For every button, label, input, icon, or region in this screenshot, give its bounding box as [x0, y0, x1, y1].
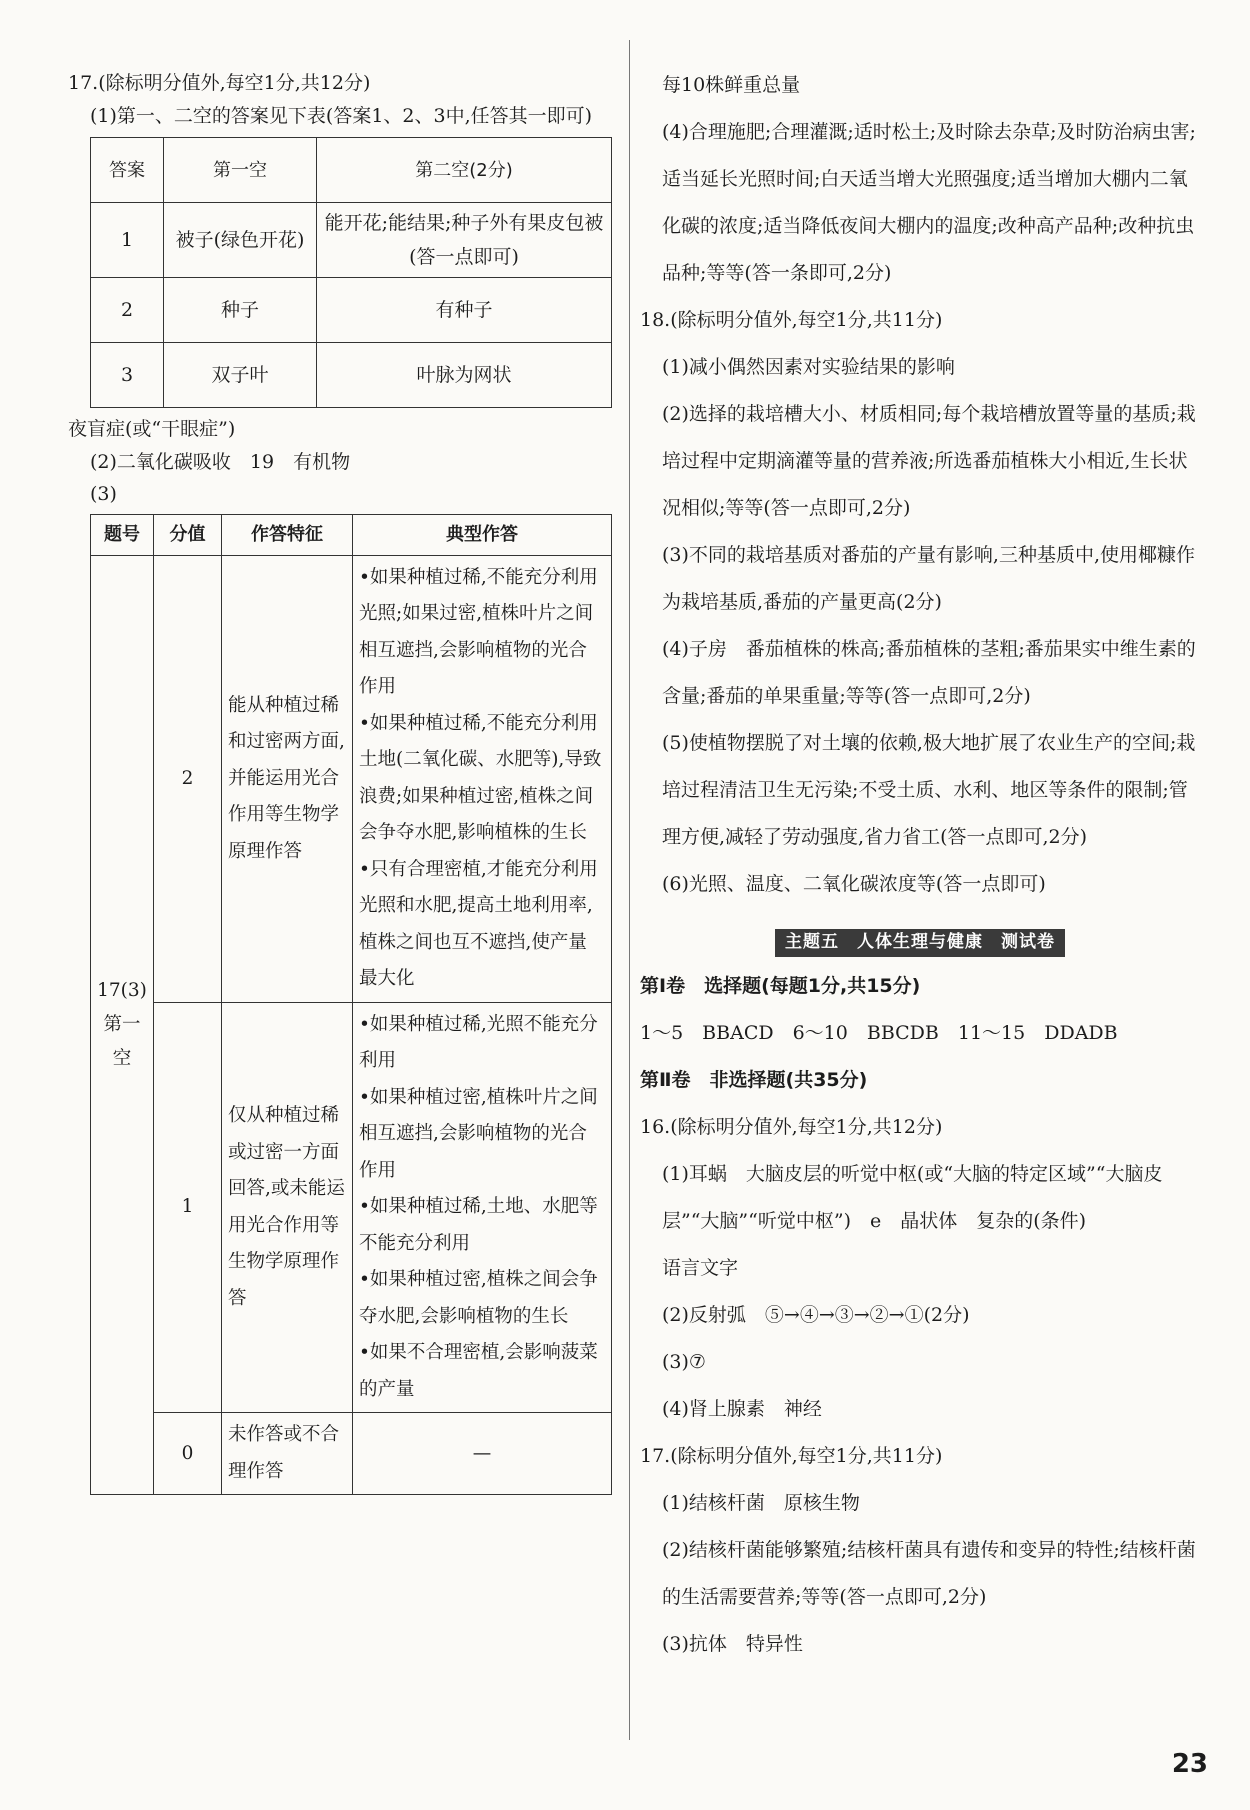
answer-text: (2)反射弧 ⑤→④→③→②→①(2分) [662, 1303, 970, 1326]
column-divider [629, 40, 630, 1740]
cell-score: 1 [154, 1002, 222, 1413]
cell-score: 2 [154, 555, 222, 1002]
page-number: 23 [1171, 1748, 1208, 1779]
typical-answer: •如果种植过稀,土地、水肥等不能充分利用 [359, 1196, 598, 1254]
header-cell: 作答特征 [222, 514, 353, 555]
q17b-header: 17.(除标明分值外,每空1分,共11分) [640, 1444, 943, 1467]
part1-answers: 1～5 BBACD 6～10 BBCDB 11～15 DDADB [640, 1021, 1118, 1044]
cell-first: 双子叶 [164, 343, 317, 408]
cell-answer-no: 3 [91, 343, 164, 408]
answer-table-header [91, 138, 612, 203]
answer-text: 语言文字 [662, 1256, 739, 1279]
cell-first: 被子(绿色开花) [164, 203, 317, 278]
cell-item: 17(3)第一空 [91, 555, 154, 1495]
answer-text: (4)合理施肥;合理灌溉;适时松土;及时除去杂草;及时防治病虫害;适当延长光照时间;白天适当增大光照强度;适当增加大棚内二氧化碳的浓度;适当降低夜间大棚内的温度;改种高产品种;改种抗虫品种;等等(答一条即可,2分) [662, 121, 1196, 284]
typical-answer: •只有合理密植,才能充分利用光照和水肥,提高土地利用率,植株之间也互不遮挡,使产量最大化 [359, 858, 598, 990]
answer-table [90, 137, 612, 408]
header-cell: 第二空(2分) [317, 138, 612, 203]
table-row [91, 1413, 612, 1495]
cell-answer-no: 2 [91, 278, 164, 343]
cell-answer-no: 1 [91, 203, 164, 278]
part2-title: 第Ⅱ卷 非选择题(共35分) [640, 1068, 868, 1091]
answer-text: (1)减小偶然因素对实验结果的影响 [662, 356, 955, 378]
answer-text: (4)肾上腺素 神经 [662, 1397, 822, 1420]
answer-text: (1)耳蜗 大脑皮层的听觉中枢(或“大脑的特定区域”“大脑皮层”“大脑”“听觉中枢”) e 晶状体 复杂的(条件) [662, 1162, 1163, 1232]
left-column [68, 70, 620, 1495]
header-cell: 第一空 [164, 138, 317, 203]
cell-answers [353, 555, 612, 1002]
answer-text: (2)结核杆菌能够繁殖;结核杆菌具有遗传和变异的特性;结核杆菌的生活需要营养;等等(答一点即可,2分) [662, 1538, 1196, 1608]
answer-text: (6)光照、温度、二氧化碳浓度等(答一点即可) [662, 873, 1046, 895]
table-row [91, 203, 612, 278]
cell-answers [353, 1002, 612, 1413]
section-banner: 主题五 人体生理与健康 测试卷 [775, 929, 1065, 957]
answer-text: (3)⑦ [662, 1350, 706, 1373]
cell-first: 种子 [164, 278, 317, 343]
header-cell: 答案 [91, 138, 164, 203]
typical-answer: •如果种植过稀,光照不能充分利用 [359, 1013, 598, 1072]
cell-answers: — [353, 1413, 612, 1495]
header-cell: 题号 [91, 514, 154, 555]
answer-text: (2)二氧化碳吸收 19 有机物 [90, 450, 351, 473]
answer-text: (1)结核杆菌 原核生物 [662, 1491, 860, 1514]
typical-answer: •如果种植过稀,不能充分利用土地(二氧化碳、水肥等),导致浪费;如果种植过密,植株之间会争夺水肥,影响植株的生长 [359, 712, 602, 844]
table-row [91, 278, 612, 343]
answer-text: (5)使植物摆脱了对土壤的依赖,极大地扩展了农业生产的空间;栽培过程清洁卫生无污染;不受土质、水利、地区等条件的限制;管理方便,减轻了劳动强度,省力省工(答一点即可,2分) [662, 732, 1196, 848]
header-cell: 分值 [154, 514, 222, 555]
typical-answer: •如果种植过密,植株叶片之间相互遮挡,会影响植物的光合作用 [359, 1086, 598, 1181]
part1-title: 第Ⅰ卷 选择题(每题1分,共15分) [640, 974, 921, 997]
scoring-table [90, 514, 612, 1496]
cell-feature: 仅从种植过稀或过密一方面回答,或未能运用光合作用等生物学原理作答 [222, 1002, 353, 1413]
q16-header: 16.(除标明分值外,每空1分,共12分) [640, 1115, 943, 1138]
answer-text: (3) [90, 483, 117, 506]
answer-text: 每10株鲜重总量 [662, 74, 801, 96]
typical-answer: •如果种植过稀,不能充分利用光照;如果过密,植株叶片之间相互遮挡,会影响植物的光合作用 [359, 566, 598, 698]
table-row [91, 343, 612, 408]
table-row [91, 1002, 612, 1413]
answer-text: (2)选择的栽培槽大小、材质相同;每个栽培槽放置等量的基质;栽培过程中定期滴灌等量的营养液;所选番茄植株大小相近,生长状况相似;等等(答一点即可,2分) [662, 403, 1196, 519]
table-row [91, 555, 612, 1002]
cell-second: 能开花;能结果;种子外有果皮包被(答一点即可) [317, 203, 612, 278]
cell-second: 叶脉为网状 [317, 343, 612, 408]
cell-feature: 能从种植过稀和过密两方面,并能运用光合作用等生物学原理作答 [222, 555, 353, 1002]
q17-1-intro: (1)第一、二空的答案见下表(答案1、2、3中,任答其一即可) [90, 104, 593, 127]
answer-text: (3)不同的栽培基质对番茄的产量有影响,三种基质中,使用椰糠作为栽培基质,番茄的产量更高(2分) [662, 544, 1195, 613]
typical-answer: •如果种植过密,植株之间会争夺水肥,会影响植物的生长 [359, 1269, 598, 1327]
section-banner-wrap [640, 928, 1200, 957]
header-cell: 典型作答 [353, 514, 612, 555]
answer-text: 夜盲症(或“干眼症”) [68, 418, 236, 441]
typical-answer: •如果不合理密植,会影响菠菜的产量 [359, 1342, 598, 1400]
q17-header: 17.(除标明分值外,每空1分,共12分) [68, 72, 371, 94]
cell-second: 有种子 [317, 278, 612, 343]
cell-score: 0 [154, 1413, 222, 1495]
right-column [640, 62, 1200, 1668]
answer-text: (3)抗体 特异性 [662, 1632, 803, 1655]
q18-header: 18.(除标明分值外,每空1分,共11分) [640, 309, 943, 331]
scoring-table-header [91, 514, 612, 555]
answer-text: (4)子房 番茄植株的株高;番茄植株的茎粗;番茄果实中维生素的含量;番茄的单果重量;等等(答一点即可,2分) [662, 638, 1196, 707]
cell-feature: 未作答或不合理作答 [222, 1413, 353, 1495]
